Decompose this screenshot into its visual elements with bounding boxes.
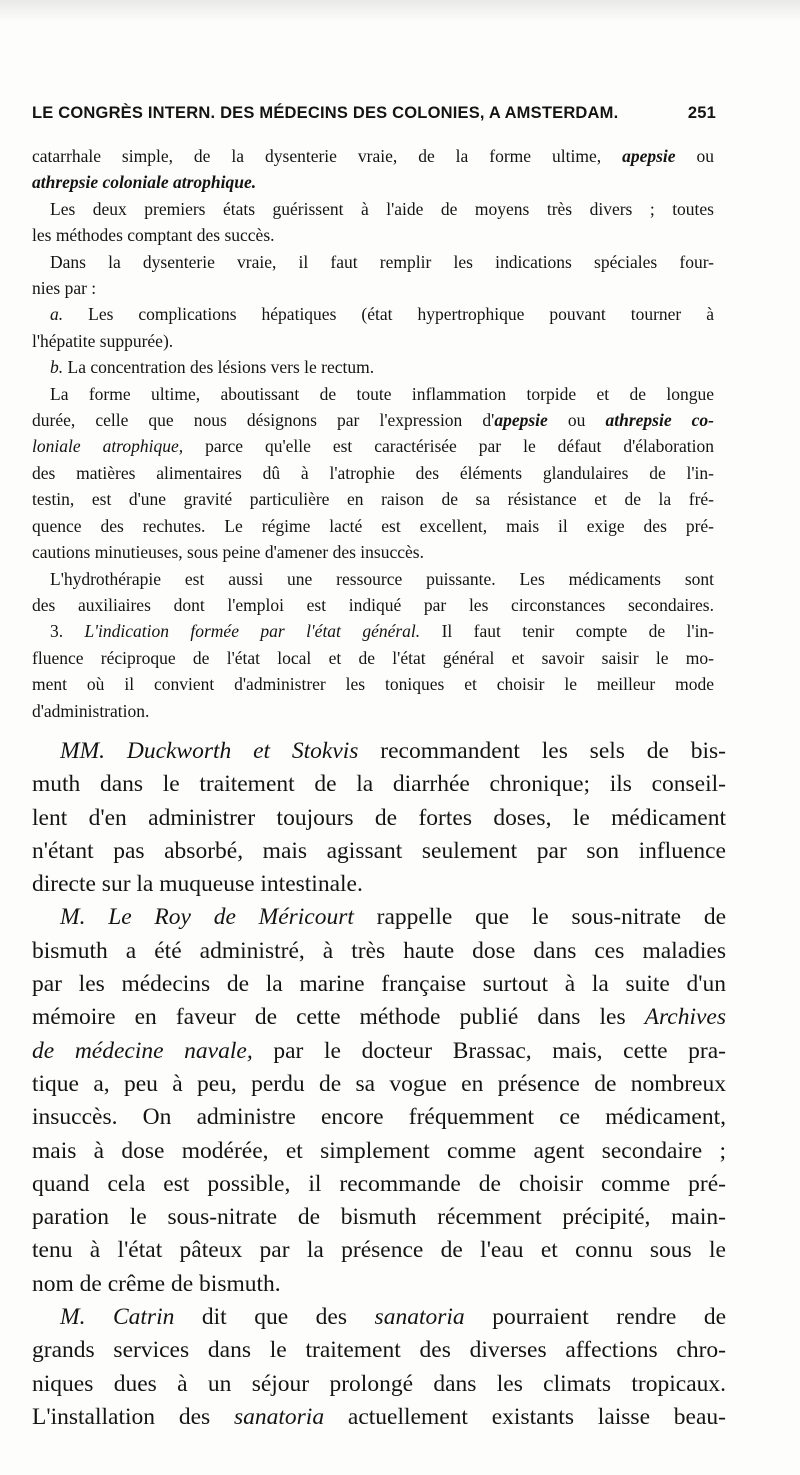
text-line: n'étant pas absorbé, mais agissant seulement par son influence [32,837,726,864]
page-top-edge [0,0,800,22]
text-line: les méthodes comptant des succès. [32,225,275,246]
text-line: l'hépatite suppurée). [32,330,174,351]
text-line: athrepsie coloniale atrophique. [32,172,257,193]
text-line: quand cela est possible, il recommande de choisir comme pré- [32,1170,726,1197]
text-line: tique a, peu à peu, perdu de sa vogue en présence de nombreux [32,1070,726,1097]
text-line: insuccès. On administre encore fréquemment ce médicament, [32,1104,726,1131]
text-line: catarrhale simple, de la dysenterie vraie, de la forme ultime, apepsie ou [32,146,715,166]
text-line: 3. L'indication formée par l'état général. Il faut tenir compte de l'in- [50,621,715,642]
page-number: 251 [687,104,716,122]
text-line: des auxiliaires dont l'emploi est indiqué par les circonstances secondaires. [32,594,714,615]
text-line: directe sur la muqueuse intestinale. [32,871,363,898]
text-line: nom de crême de bismuth. [32,1270,281,1297]
small-print-section [32,143,714,724]
text-line: b. La concentration des lésions vers le rectum. [50,357,375,378]
text-line: Les deux premiers états guérissent à l'aide de moyens très divers ; toutes [50,198,714,219]
text-line: de médecine navale, par le docteur Brassac, mais, cette pra- [32,1037,727,1064]
text-line: paration le sous-nitrate de bismuth récemment précipité, main- [32,1204,726,1231]
text-line: ment où il convient d'administrer les toniques et choisir le meilleur mode [32,674,714,695]
speaker-name: MM. Duckworth et Stokvis [60,738,359,764]
text-line: par les médecins de la marine française surtout à la suite d'un [32,971,726,998]
text-line: loniale atrophique, parce qu'elle est caractérisée par le défaut d'élaboration [32,436,714,457]
text-line: des matières alimentaires dû à l'atrophie des éléments glandulaires de l'in- [32,462,714,483]
text-line: MM. Duckworth et Stokvis recommandent les sels de bis- [60,738,726,764]
text-line: grands services dans le traitement des diverses affections chro- [32,1337,726,1364]
text-line: durée, celle que nous désignons par l'expression d'apepsie ou athrepsie co- [32,410,715,431]
text-line: testin, est d'une gravité particulière en raison de sa résistance et de la fré- [32,489,714,510]
text-line: muth dans le traitement de la diarrhée chronique; ils conseil- [32,771,726,798]
text-line: niques dues à un séjour prolongé dans les climats tropicaux. [32,1370,726,1397]
text-line: lent d'en administrer toujours de fortes doses, le médicament [32,804,726,831]
text-line: quence des rechutes. Le régime lacté est excellent, mais il exige des pré- [32,515,714,536]
text-line: M. Le Roy de Méricourt rappelle que le sous-nitrate de [60,904,727,931]
speaker-name: M. Catrin [60,1304,175,1331]
running-title: LE CONGRÈS INTERN. DES MÉDECINS DES COLONIES, A AMSTERDAM. [32,104,619,122]
running-header [32,104,716,123]
text-line: a. Les complications hépatiques (état hypertrophique pouvant tourner à [50,304,715,325]
text-line: L'installation des sanatoria actuellement existants laisse beau- [32,1403,726,1430]
text-line: La forme ultime, aboutissant de toute inflammation torpide et de longue [50,383,714,404]
text-line: cautions minutieuses, sous peine d'amener des insuccès. [32,542,424,563]
text-line: Dans la dysenterie vraie, il faut remplir les indications spéciales four- [50,251,714,272]
text-line: bismuth a été administré, à très haute dose dans ces maladies [32,937,726,964]
text-line: fluence réciproque de l'état local et de l'état général et savoir saisir le mo- [32,647,714,668]
text-line: d'administration. [32,700,150,721]
text-line: mémoire en faveur de cette méthode publié dans les Archives [32,1004,726,1031]
text-line: L'hydrothérapie est aussi une ressource puissante. Les médicaments sont [50,568,714,589]
text-line: mais à dose modérée, et simplement comme agent secondaire ; [32,1137,726,1164]
speaker-name: M. Le Roy de Méricourt [60,904,354,931]
text-line: tenu à l'état pâteux par la présence de l'eau et connu sous le [32,1237,726,1264]
body-text-section [32,735,726,1434]
text-line: nies par : [32,278,97,299]
text-line: M. Catrin dit que des sanatoria pourraient rendre de [60,1304,727,1331]
